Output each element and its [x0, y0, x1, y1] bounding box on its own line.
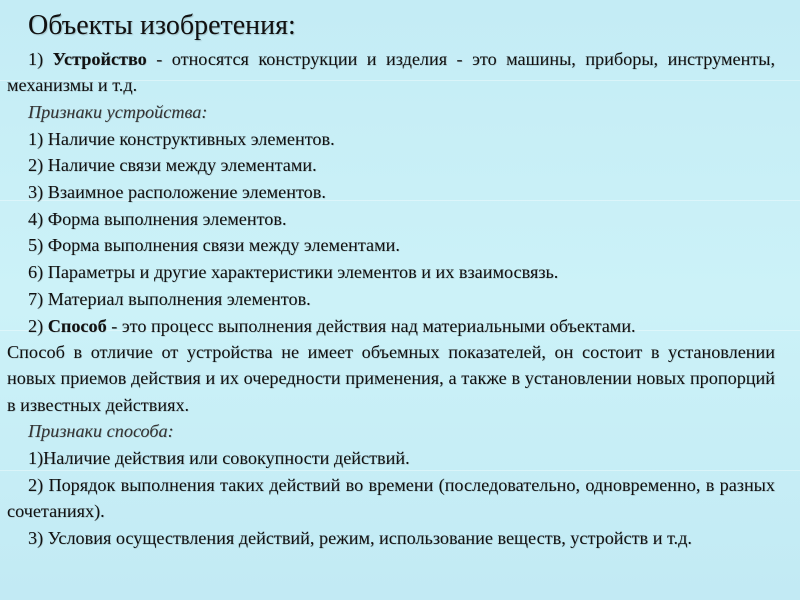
- item-device: [7, 46, 775, 98]
- slide-title: Объекты изобретения:: [28, 10, 296, 41]
- item-device-definition-cont: инструменты, механизмы и т.д.: [7, 49, 776, 96]
- device-sign: 7) Материал выполнения элементов.: [28, 288, 311, 309]
- method-sign: 1)Наличие действия или совокупности действий.: [28, 448, 410, 469]
- item-device-number: 1): [28, 49, 44, 69]
- device-sign: 2) Наличие связи между элементами.: [28, 155, 317, 176]
- item-method-number: 2): [28, 315, 44, 336]
- item-method-description: Способ в отличие от устройства не имеет объемных показателей, он состоит в установлении новых приемов действия и их очередности применения, а также в установлении новых пропорций в известных действиях.: [7, 342, 775, 415]
- device-sign: 3) Взаимное расположение элементов.: [28, 182, 326, 203]
- item-method-term: Способ: [47, 315, 107, 336]
- device-sign: 1) Наличие конструктивных элементов.: [28, 128, 335, 149]
- method-signs-heading: Признаки способа:: [28, 421, 174, 442]
- device-sign: 6) Параметры и другие характеристики элементов и их взаимосвязь.: [28, 262, 559, 283]
- device-signs-heading: Признаки устройства:: [28, 101, 208, 122]
- item-device-definition: - относятся конструкции и изделия - это машины, приборы,: [156, 49, 659, 69]
- method-sign: 3) Условия осуществления действий, режим, использование веществ, устройств и т.д.: [28, 527, 692, 548]
- item-method: [7, 313, 775, 339]
- device-sign: 4) Форма выполнения элементов.: [28, 208, 287, 229]
- item-method-definition: - это процесс выполнения действия над материальными объектами.: [111, 315, 636, 336]
- slide-body: [7, 46, 775, 551]
- method-sign: 2) Порядок выполнения таких действий во времени (последовательно, одновременно, в разных сочетаниях).: [7, 474, 775, 521]
- item-device-term: Устройство: [52, 49, 147, 69]
- device-sign: 5) Форма выполнения связи между элементами.: [28, 235, 400, 256]
